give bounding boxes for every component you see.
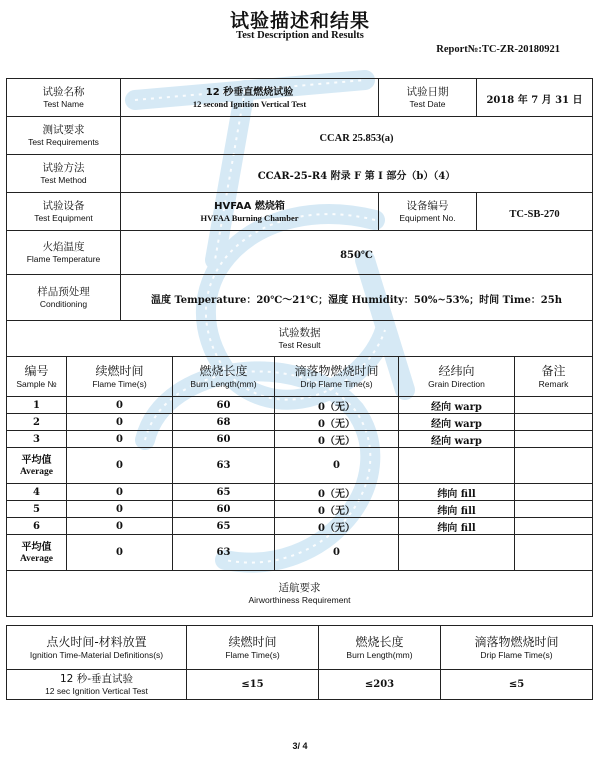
- cell-burn-length: 68: [173, 414, 275, 431]
- test-date-label: 试验日期 Test Date: [379, 79, 477, 117]
- equipment-value: HVFAA 燃烧箱 HVFAA Burning Chamber: [121, 193, 379, 231]
- requirements-row: [7, 117, 593, 155]
- report-number: Report№:TC-ZR-20180921: [436, 44, 560, 55]
- cell-drip-flame: 0（无）: [275, 484, 399, 501]
- airworthiness-section-header: [7, 571, 593, 617]
- aw-row-label: 12 秒-垂直试验 12 sec Ignition Vertical Test: [7, 670, 187, 700]
- aw-col-ignition: 点火时间-材料放置 Ignition Time-Material Definitions(s): [7, 626, 187, 670]
- method-row: [7, 155, 593, 193]
- cell-drip-flame: 0（无）: [275, 518, 399, 535]
- equipment-no-value: TC-SB-270: [477, 193, 593, 231]
- test-name-value: 12 秒垂直燃烧试验 12 second Ignition Vertical Test: [121, 79, 379, 117]
- cell-burn-length: 60: [173, 397, 275, 414]
- cell-burn-length: 65: [173, 484, 275, 501]
- cell-grain: 经向 warp: [399, 431, 515, 448]
- col-header-sample: 编号 Sample №: [7, 357, 67, 397]
- aw-col-flame-time: 续燃时间 Flame Time(s): [187, 626, 319, 670]
- cell-flame-time: 0: [67, 501, 173, 518]
- cell-burn-length: 63: [173, 448, 275, 484]
- page-number: 3/ 4: [292, 741, 308, 751]
- test-name-label: 试验名称 Test Name: [7, 79, 121, 117]
- cell-sample: 5: [7, 501, 67, 518]
- cell-remark: [515, 397, 593, 414]
- aw-burn-req: ≤203: [319, 670, 441, 700]
- col-header-grain: 经纬向 Grain Direction: [399, 357, 515, 397]
- result-column-headers: [7, 357, 593, 397]
- airworthiness-row: [7, 670, 593, 700]
- cell-drip-flame: 0: [275, 535, 399, 571]
- cell-remark: [515, 431, 593, 448]
- col-header-drip-flame: 滴落物燃烧时间 Drip Flame Time(s): [275, 357, 399, 397]
- cell-grain: 经向 warp: [399, 397, 515, 414]
- table-row: [7, 431, 593, 448]
- cell-drip-flame: 0（无）: [275, 501, 399, 518]
- cell-sample: 1: [7, 397, 67, 414]
- method-value: CCAR-25-R4 附录 F 第 I 部分（b）（4）: [121, 155, 593, 193]
- airworthiness-column-headers: [7, 626, 593, 670]
- airworthiness-section-title: 适航要求 Airworthiness Requirement: [7, 571, 593, 617]
- cell-sample-average: 平均值 Average: [7, 535, 67, 571]
- cell-drip-flame: 0（无）: [275, 414, 399, 431]
- cell-remark: [515, 501, 593, 518]
- cell-remark: [515, 448, 593, 484]
- test-name-row: [7, 79, 593, 117]
- flame-temp-label: 火焰温度 Flame Temperature: [7, 231, 121, 275]
- cell-grain: [399, 535, 515, 571]
- requirements-value: CCAR 25.853(a): [121, 117, 593, 155]
- result-section-title: 试验数据 Test Result: [7, 321, 593, 357]
- cell-sample: 2: [7, 414, 67, 431]
- cell-drip-flame: 0（无）: [275, 397, 399, 414]
- aw-col-burn-length: 燃烧长度 Burn Length(mm): [319, 626, 441, 670]
- cell-grain: 纬向 fill: [399, 484, 515, 501]
- cell-flame-time: 0: [67, 535, 173, 571]
- airworthiness-table: [6, 625, 593, 700]
- cell-flame-time: 0: [67, 414, 173, 431]
- cell-sample-average: 平均值 Average: [7, 448, 67, 484]
- table-row: [7, 501, 593, 518]
- equipment-row: [7, 193, 593, 231]
- cell-drip-flame: 0: [275, 448, 399, 484]
- cell-flame-time: 0: [67, 448, 173, 484]
- cell-sample: 6: [7, 518, 67, 535]
- table-row-average: [7, 535, 593, 571]
- cell-grain: 经向 warp: [399, 414, 515, 431]
- conditioning-value: 温度 Temperature：20℃～21℃；湿度 Humidity：50%~53%；时间 Time：25h: [121, 275, 593, 321]
- conditioning-row: [7, 275, 593, 321]
- flame-temp-value: 850℃: [121, 231, 593, 275]
- aw-flame-req: ≤15: [187, 670, 319, 700]
- test-date-value: 2018 年 7 月 31 日: [477, 79, 593, 117]
- col-header-flame-time: 续燃时间 Flame Time(s): [67, 357, 173, 397]
- cell-sample: 3: [7, 431, 67, 448]
- equipment-label: 试验设备 Test Equipment: [7, 193, 121, 231]
- cell-drip-flame: 0（无）: [275, 431, 399, 448]
- cell-flame-time: 0: [67, 397, 173, 414]
- test-result-table: [6, 320, 593, 617]
- aw-drip-req: ≤5: [441, 670, 593, 700]
- cell-burn-length: 63: [173, 535, 275, 571]
- table-row: [7, 484, 593, 501]
- cell-remark: [515, 414, 593, 431]
- cell-flame-time: 0: [67, 518, 173, 535]
- cell-grain: 纬向 fill: [399, 518, 515, 535]
- cell-grain: [399, 448, 515, 484]
- cell-burn-length: 65: [173, 518, 275, 535]
- result-section-header: [7, 321, 593, 357]
- cell-remark: [515, 535, 593, 571]
- cell-remark: [515, 518, 593, 535]
- table-row: [7, 397, 593, 414]
- cell-flame-time: 0: [67, 484, 173, 501]
- aw-col-drip-flame: 滴落物燃烧时间 Drip Flame Time(s): [441, 626, 593, 670]
- table-row-average: [7, 448, 593, 484]
- page-subtitle: Test Description and Results: [236, 30, 364, 41]
- cell-sample: 4: [7, 484, 67, 501]
- flame-temp-row: [7, 231, 593, 275]
- cell-flame-time: 0: [67, 431, 173, 448]
- method-label: 试验方法 Test Method: [7, 155, 121, 193]
- col-header-burn-length: 燃烧长度 Burn Length(mm): [173, 357, 275, 397]
- test-info-table: [6, 78, 593, 321]
- cell-burn-length: 60: [173, 501, 275, 518]
- requirements-label: 测试要求 Test Requirements: [7, 117, 121, 155]
- table-row: [7, 518, 593, 535]
- page-title: 试验描述和结果: [229, 10, 370, 32]
- cell-remark: [515, 484, 593, 501]
- equipment-no-label: 设备编号 Equipment No.: [379, 193, 477, 231]
- conditioning-label: 样品预处理 Conditioning: [7, 275, 121, 321]
- table-row: [7, 414, 593, 431]
- cell-burn-length: 60: [173, 431, 275, 448]
- cell-grain: 纬向 fill: [399, 501, 515, 518]
- col-header-remark: 备注 Remark: [515, 357, 593, 397]
